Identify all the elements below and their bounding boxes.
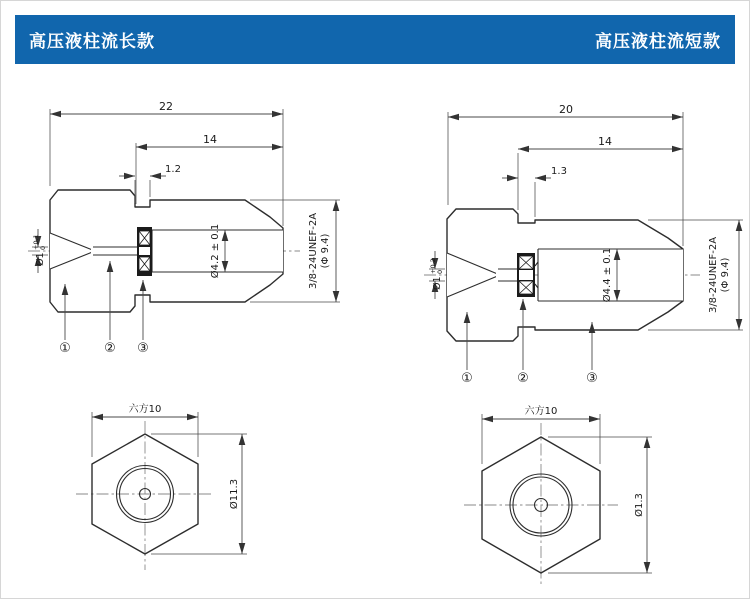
short-version-title: 高压液柱流短款 [595, 32, 721, 52]
dim-groove-long-text: 1.2 [165, 164, 181, 175]
dim-thread-length-long [136, 133, 283, 204]
dim-thread-length-short-text: 14 [598, 135, 612, 148]
dim-thread-length-short [518, 135, 683, 210]
dim-orifice-long-tol-upper: +0.1 [32, 234, 40, 250]
dim-orifice-short-tol-lower: 0 [436, 269, 444, 274]
balloon-1-long: ① [59, 341, 71, 356]
dim-groove-short-text: 1.3 [551, 166, 567, 177]
balloon-3-long: ③ [137, 341, 149, 356]
balloon-2-long: ② [104, 341, 116, 356]
long-end-view [76, 402, 247, 570]
entry-cone [50, 233, 95, 269]
dim-thread-length-long-text: 14 [203, 133, 217, 146]
dim-across-flats-short-text: 六方10 [524, 406, 558, 417]
dim-overall-long [50, 100, 283, 226]
nozzle-insert [137, 227, 152, 276]
dim-orifice-short-text: Ø1 [432, 276, 443, 290]
balloon-callouts-long [59, 261, 149, 356]
dim-overall-long-text: 22 [159, 100, 173, 113]
balloon-2-short: ② [517, 371, 529, 386]
dim-orifice-long-text: Ø1 [35, 252, 46, 266]
dim-orifice-long-tol-lower: 0 [39, 245, 47, 250]
thread-spec-long-text: 3/8-24UNEF-2A [308, 212, 319, 290]
long-side-view [28, 100, 340, 356]
balloon-1-short: ① [461, 371, 473, 386]
dim-groove-long [119, 164, 181, 203]
short-end-view [464, 404, 652, 587]
thread-od-short-text: (Φ 9.4) [720, 257, 731, 293]
dim-corner-dia-long-text: Ø11.3 [229, 478, 240, 510]
dim-across-flats-long-text: 六方10 [128, 404, 162, 415]
dim-overall-short-text: 20 [559, 103, 573, 116]
dim-bore-short-text: Ø4.4 ± 0.1 [602, 247, 613, 303]
short-side-view [424, 103, 743, 386]
orifice-channel [496, 269, 519, 281]
dim-corner-dia-short-text: Ø1.3 [634, 493, 645, 517]
entry-cone [447, 253, 500, 297]
nozzle-insert [517, 253, 538, 297]
thread-spec-short-text: 3/8-24UNEF-2A [708, 236, 719, 314]
dim-orifice-short-tol-upper: +0.2 [429, 258, 437, 274]
balloon-3-short: ③ [586, 371, 598, 386]
long-version-title: 高压液柱流长款 [29, 32, 155, 52]
dim-bore-long-text: Ø4.2 ± 0.1 [210, 223, 221, 279]
thread-od-long-text: (Φ 9.4) [320, 233, 331, 269]
balloon-callouts-short [461, 299, 598, 386]
